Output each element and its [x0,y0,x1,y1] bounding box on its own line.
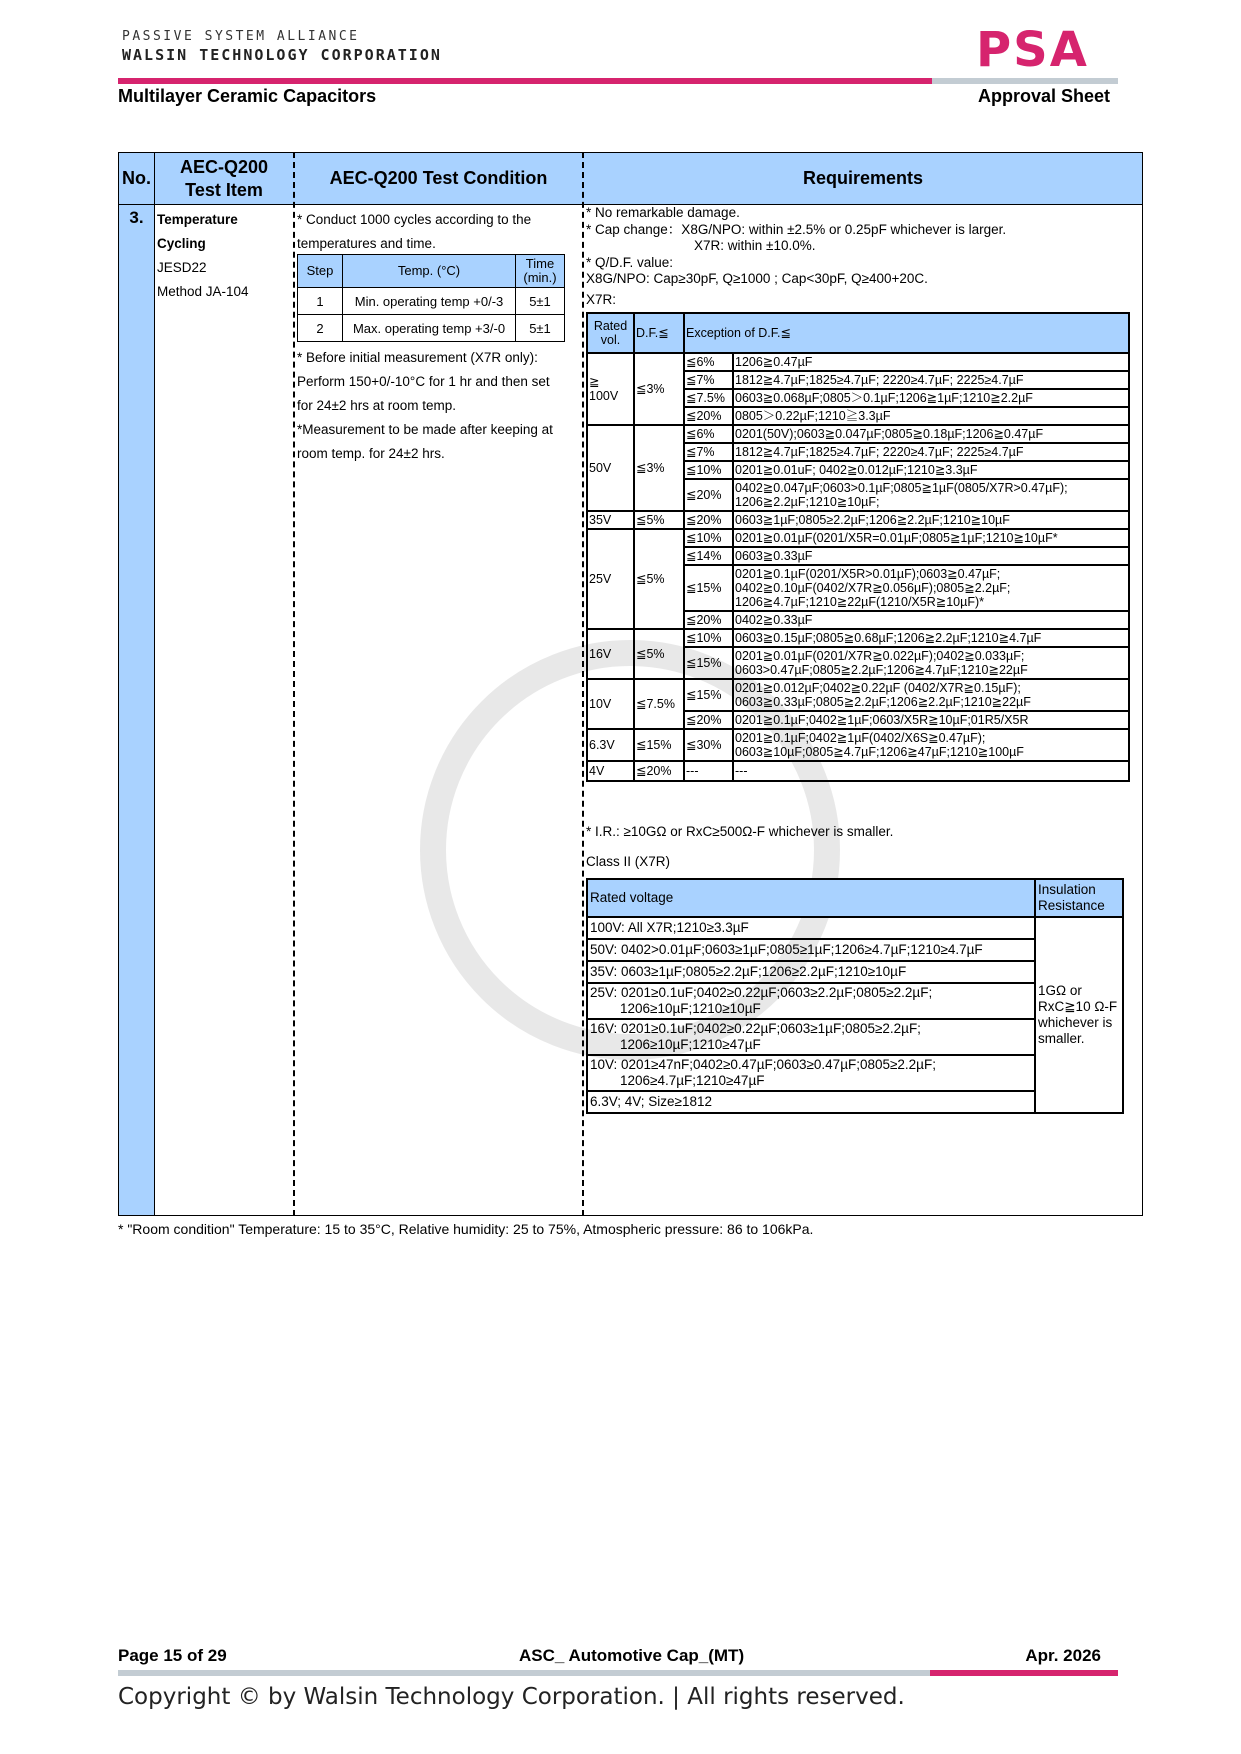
ir-voltage-cell [587,917,1035,939]
condition-intro [297,208,580,256]
df-value: ≦5% [634,511,684,529]
exception-size: 0201≧0.1µF;0402≧1µF(0402/X6S≧0.47µF); 0603≧10µF;0805≧4.7µF;1206≧47µF;1210≧100µF [733,729,1129,761]
header-test-item [155,153,293,204]
exception-size: 0402≧0.047µF;0603>0.1µF;0805≧1µF(0805/X7R>0.47µF); 1206≧2.2µF;1210≧10µF; [733,479,1129,511]
exception-df: ≦10% [684,629,733,647]
step-header: Step [298,255,343,288]
exception-df: ≦6% [684,353,733,371]
req-line: * No remarkable damage. [586,205,740,220]
ir-header-voltage: Rated voltage [587,879,1035,917]
df-header-df: D.F.≦ [634,313,684,353]
condition-line: temperatures and time. [297,236,436,251]
rated-vol: 6.3V [587,729,634,761]
req-line: X7R: within ±10.0%. [694,238,816,253]
exception-df: ≦20% [684,611,733,629]
ir-voltage-line: 6.3V; 4V; Size≥1812 [590,1094,712,1109]
df-header-exception: Exception of D.F.≦ [684,313,1129,353]
test-item-line: Method JA-104 [157,284,249,299]
ir-voltage-cell [587,1055,1035,1091]
rated-vol: 10V [587,679,634,729]
col-divider-item [293,152,295,1216]
exception-size: 0603≧0.15µF;0805≧0.68µF;1206≧2.2µF;1210≧4.7µF [733,629,1129,647]
condition-line: * Conduct 1000 cycles according to the [297,212,532,227]
ir-voltage-line: 1206≥4.7µF;1210≥47µF [620,1073,765,1088]
room-condition-footnote: * "Room condition" Temperature: 15 to 35°C, Relative humidity: 25 to 75%, Atmospheric pressure: 86 to 106kPa. [118,1221,814,1237]
exception-size: 0201≧0.1µF;0402≧1µF;0603/X5R≧10µF;01R5/X5R [733,711,1129,729]
df-value: ≦5% [634,629,684,679]
exception-df: ≦6% [684,425,733,443]
rated-vol: 25V [587,529,634,629]
exception-df: ≦10% [684,529,733,547]
ir-voltage-cell [587,1019,1035,1055]
temp-header: Temp. (°C) [343,255,516,288]
exception-df: ≦7% [684,371,733,389]
psa-logo: PSA [976,22,1089,78]
ir-voltage-line: 1206≥10µF;1210≥47µF [620,1037,761,1052]
alliance-text: PASSIVE SYSTEM ALLIANCE [122,29,360,44]
df-value: ≦15% [634,729,684,761]
document-title: Multilayer Ceramic Capacitors [118,86,377,106]
col-divider-condition [582,152,584,1216]
exception-size: 0201≧0.01uF; 0402≧0.012µF;1210≧3.3µF [733,461,1129,479]
company-name: WALSIN TECHNOLOGY CORPORATION [122,46,442,64]
exception-df: ≦15% [684,565,733,611]
exception-size: 0201≧0.012µF;0402≧0.22µF (0402/X7R≧0.15µF); 0603≧0.33µF;0805≧2.2µF;1206≧2.2µF;1210≧22µF [733,679,1129,711]
ir-voltage-cell [587,961,1035,983]
exception-df: ≦20% [684,407,733,425]
req-line: * Cap change：X8G/NPO: within ±2.5% or 0.25pF whichever is larger. [586,221,1007,237]
exception-size: --- [733,761,1129,781]
header-requirements: Requirements [802,168,924,189]
ir-voltage-cell [587,1091,1035,1113]
ir-voltage-cell [587,983,1035,1019]
test-item-line: Temperature [157,212,238,227]
exception-df: ≦20% [684,479,733,511]
exception-df: ≦14% [684,547,733,565]
header-no: No. [122,168,151,189]
df-header-vol: Rated vol. [587,313,634,353]
row-number: 3. [129,208,144,227]
condition-notes [297,346,580,466]
req-line: X7R: [586,291,617,307]
exception-size: 0201≧0.1µF(0201/X5R>0.01µF);0603≧0.47µF; 0402≧0.10µF(0402/X7R≧0.056µF);0805≧2.2µF; 1206≧4.7µF;1210≧22µF(1210/X5R≧10µF)* [733,565,1129,611]
exception-df: ≦15% [684,679,733,711]
time-header-line1: Time [525,256,555,271]
header-test-item-line1: AEC-Q200 [179,157,269,177]
ir-voltage-line: 16V: 0201≥0.1uF;0402≥0.22µF;0603≥1µF;0805≥2.2µF; [590,1021,921,1036]
exception-size: 1812≧4.7µF;1825≥4.7µF; 2220≥4.7µF; 2225≥4.7µF [733,371,1129,389]
step-table [297,254,565,342]
condition-note: * Before initial measurement (X7R only): [297,350,538,365]
ir-voltage-line: 35V: 0603≥1µF;0805≥2.2µF;1206≥2.2µF;1210≥10µF [590,964,907,979]
document-date: Apr. 2026 [1025,1646,1101,1665]
ir-table [586,878,1124,1114]
header-bar-pink [118,78,932,84]
temp-cell: Min. operating temp +0/-3 [343,288,516,315]
condition-note: Perform 150+0/-10°C for 1 hr and then set [297,374,550,389]
copyright-notice: Copyright © by Walsin Technology Corporation. | All rights reserved. [118,1684,905,1710]
exception-size: 1812≧4.7µF;1825≥4.7µF; 2220≥4.7µF; 2225≥4.7µF [733,443,1129,461]
df-value: ≦3% [634,353,684,425]
df-table [586,312,1130,782]
ir-value-cell: 1GΩ or RxC≧10 Ω-F whichever is smaller. [1035,917,1123,1113]
col-divider-no [154,152,155,1216]
condition-note: room temp. for 24±2 hrs. [297,446,445,461]
exception-df: ≦20% [684,511,733,529]
rated-vol: ≧ 100V [587,353,634,425]
df-value: ≦7.5% [634,679,684,729]
footer-bar-gray [118,1670,930,1676]
exception-df: ≦30% [684,729,733,761]
time-cell: 5±1 [516,288,565,315]
requirements-text [586,205,1138,308]
exception-size: 0201(50V);0603≧0.047µF;0805≧0.18µF;1206≧0.47µF [733,425,1129,443]
ir-voltage-line: 50V: 0402>0.01µF;0603≥1µF;0805≥1µF;1206≥4.7µF;1210≥4.7µF [590,942,983,957]
exception-df: ≦7% [684,443,733,461]
ir-voltage-line: 100V: All X7R;1210≥3.3µF [590,920,749,935]
exception-size: 0603≧1µF;0805≥2.2µF;1206≧2.2µF;1210≧10µF [733,511,1129,529]
exception-df: ≦10% [684,461,733,479]
df-value: ≦20% [634,761,684,781]
req-line: X8G/NPO: Cap≥30pF, Q≥1000 ; Cap<30pF, Q≥400+20C. [586,271,928,286]
document-type: Approval Sheet [977,86,1110,106]
time-header-line2: (min.) [523,270,557,285]
exception-df: ≦15% [684,647,733,679]
exception-size: 0805＞0.22µF;1210≧3.3µF [733,407,1129,425]
ir-voltage-line: 25V: 0201≥0.1uF;0402≥0.22µF;0603≥2.2µF;0805≥2.2µF; [590,985,933,1000]
document-name: ASC_ Automotive Cap_(MT) [519,1646,745,1665]
condition-note: *Measurement to be made after keeping at [297,422,553,437]
time-header [516,255,565,288]
header-test-condition: AEC-Q200 Test Condition [329,168,548,189]
ir-voltage-line: 10V: 0201≥47nF;0402≥0.47µF;0603≥0.47µF;0805≥2.2µF; [590,1057,936,1072]
exception-df: ≦20% [684,711,733,729]
header-test-item-line2: Test Item [185,179,263,200]
ir-note: * I.R.: ≥10GΩ or RxC≥500Ω-F whichever is smaller. [586,824,894,839]
df-value: ≦3% [634,425,684,511]
test-item-line: Cycling [157,236,206,251]
step-cell: 2 [298,315,343,342]
step-cell: 1 [298,288,343,315]
exception-size: 0402≧0.33µF [733,611,1129,629]
rated-vol: 16V [587,629,634,679]
exception-size: 0201≧0.01µF(0201/X5R=0.01µF;0805≧1µF;1210≧10µF* [733,529,1129,547]
rated-vol: 50V [587,425,634,511]
rated-vol: 35V [587,511,634,529]
page-number: Page 15 of 29 [118,1646,227,1665]
exception-size: 1206≧0.47µF [733,353,1129,371]
exception-size: 0603≧0.068µF;0805＞0.1µF;1206≧1µF;1210≧2.2µF [733,389,1129,407]
time-cell: 5±1 [516,315,565,342]
df-value: ≦5% [634,529,684,629]
ir-class: Class II (X7R) [586,854,671,869]
ir-voltage-line: 1206≥10µF;1210≥10µF [620,1001,761,1016]
exception-size: 0201≧0.01µF(0201/X7R≧0.022µF);0402≧0.033µF; 0603>0.47µF;0805≧2.2µF;1206≧4.7µF;1210≧22µF [733,647,1129,679]
ir-header-resistance: Insulation Resistance [1035,879,1123,917]
test-item [157,208,291,304]
exception-size: 0603≧0.33µF [733,547,1129,565]
exception-df: ≦7.5% [684,389,733,407]
test-item-line: JESD22 [157,260,207,275]
exception-df: --- [684,761,733,781]
req-line: * Q/D.F. value: [586,254,674,270]
footer-bar-pink [930,1670,1118,1676]
header-bar-gray [932,78,1118,84]
ir-voltage-cell [587,939,1035,961]
condition-note: for 24±2 hrs at room temp. [297,398,456,413]
temp-cell: Max. operating temp +3/-0 [343,315,516,342]
rated-vol: 4V [587,761,634,781]
